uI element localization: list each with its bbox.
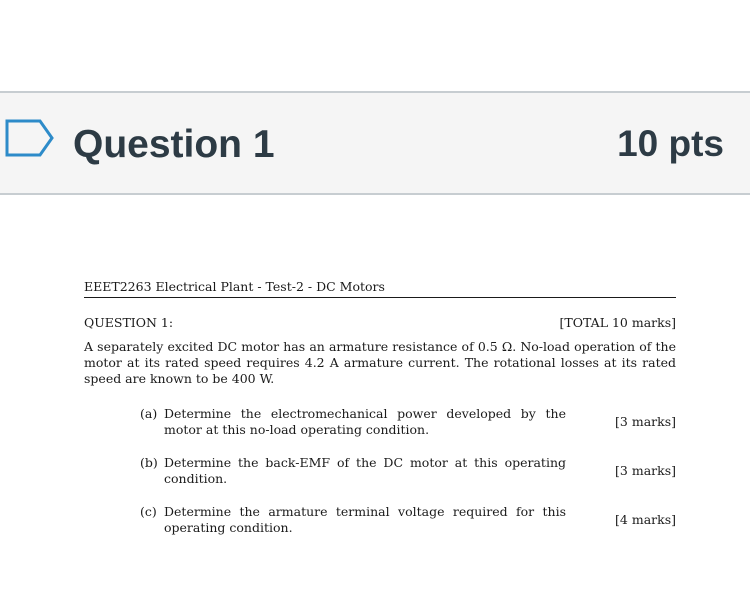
part-c: [140, 504, 676, 537]
document-header: EEET2263 Electrical Plant - Test-2 - DC Motors: [84, 279, 676, 298]
part-text: Determine the electromechanical power developed by the motor at this no-load operating condition.: [164, 406, 566, 437]
part-marks: [3 marks]: [615, 414, 676, 429]
question-body: [0, 195, 750, 594]
question-header: [0, 91, 750, 195]
question-parts: [84, 406, 676, 537]
question-label: QUESTION 1:: [84, 315, 174, 330]
question-title: Question 1: [73, 123, 275, 166]
part-label: (b): [140, 455, 158, 470]
part-label: (c): [140, 504, 157, 519]
part-label: (a): [140, 406, 158, 421]
part-a: [140, 406, 676, 439]
part-marks: [4 marks]: [615, 512, 676, 527]
part-text: Determine the armature terminal voltage required for this operating condition.: [164, 504, 566, 535]
question-points: 10 pts: [617, 123, 724, 164]
bookmark-outline-icon[interactable]: [4, 118, 56, 158]
total-marks: [TOTAL 10 marks]: [559, 315, 676, 330]
question-line: [84, 315, 676, 331]
part-text: Determine the back-EMF of the DC motor at this operating condition.: [164, 455, 566, 486]
question-intro: A separately excited DC motor has an armature resistance of 0.5 Ω. No-load operation of the motor at its rated speed requires 4.2 A armature current. The rotational losses at its rated speed are known to be 400 W.: [84, 339, 676, 386]
part-b: [140, 455, 676, 488]
part-marks: [3 marks]: [615, 463, 676, 478]
question-document: [84, 279, 676, 537]
